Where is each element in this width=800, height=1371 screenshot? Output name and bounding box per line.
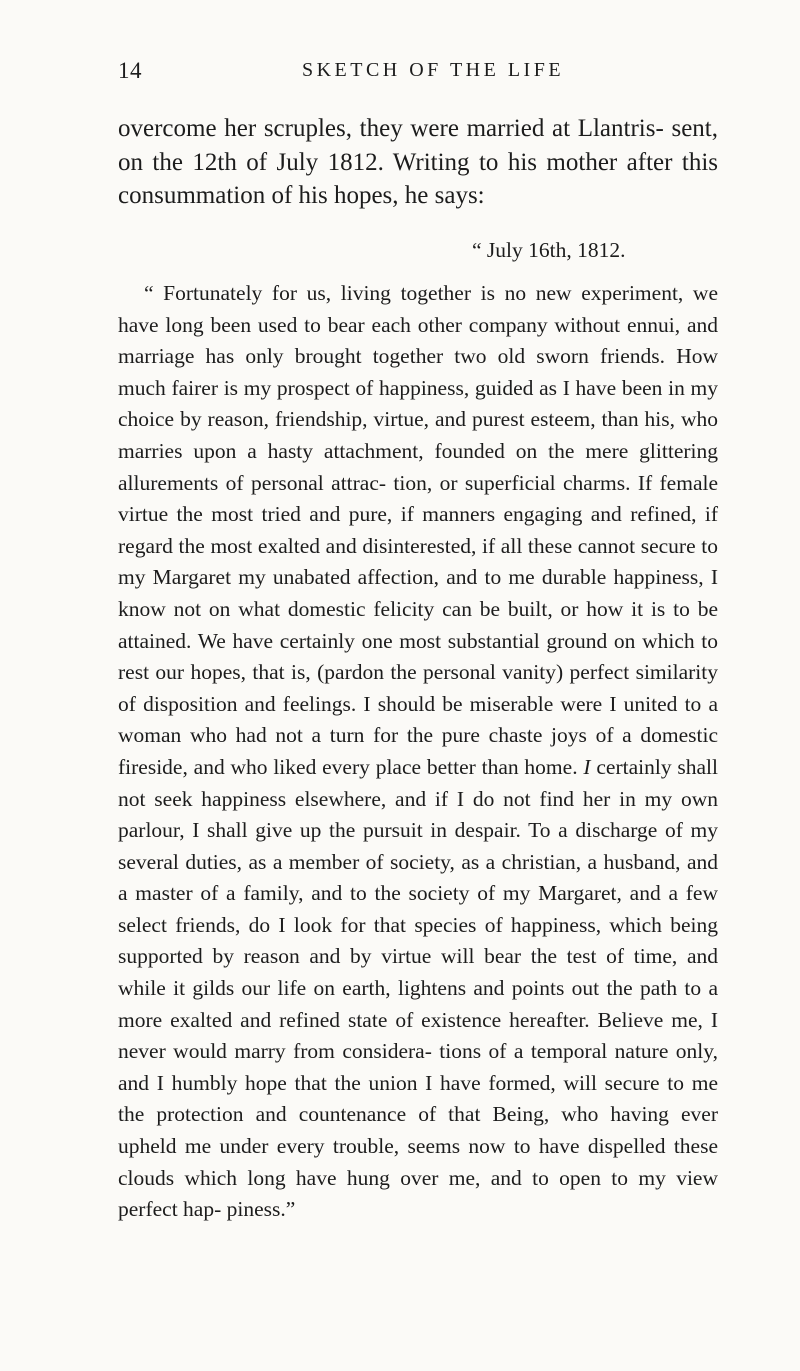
- letter-body: [118, 278, 718, 1226]
- letter-text-part-2: certainly shall not seek happiness elsewhere, and if I do not find her in my own parlour, I shall give up the pursuit in despair. To a discharge of my several duties, as a member of society, as a christian, a husband, and a master of a family, and to the society of my Margaret, and a few select friends, do I look for that species of happiness, which being supported by reason and by virtue will bear the test of time, and while it gilds our life on earth, lightens and points out the path to a more exalted and refined state of existence hereafter. Believe me, I never would marry from considera- tions of a temporal nature only, and I humbly hope that the union I have formed, will secure to me the protection and countenance of that Being, who having ever upheld me under every trouble, seems now to have dispelled these clouds which long have hung over me, and to open to my view perfect hap- piness.”: [118, 754, 718, 1222]
- letter-date: “ July 16th, 1812.: [472, 238, 626, 262]
- page-header: [118, 58, 718, 88]
- running-head: SKETCH OF THE LIFE: [301, 59, 565, 81]
- letter-text-part-1: “ Fortunately for us, living together is no new experiment, we have long been used to bear each other company without ennui, and marriage has only brought together two old sworn friends. How much fairer is my prospect of happiness, guided as I have been in my choice by reason, friendship, virtue, and purest esteem, than his, who marries upon a hasty attachment, founded on the mere glittering allurements of personal attrac- tion, or superficial charms. If female virtue the most tried and pure, if manners engaging and refined, if regard the most exalted and disinterested, if all these cannot secure to my Margaret my unabated affection, and to me durable happiness, I know not on what domestic felicity can be built, or how it is to be attained. We have certainly one most substantial ground on which to rest our hopes, that is, (pardon the personal vanity) perfect similarity of disposition and feelings. I should be miserable were I united to a woman who had not a turn for the pure chaste joys of a domestic fireside, and who liked every place better than home.: [118, 281, 718, 779]
- lead-paragraph: overcome her scruples, they were married at Llantris- sent, on the 12th of July 1812. Writing to his mother after this consummation of his hopes, he says:: [118, 115, 718, 209]
- page-number: 14: [118, 58, 142, 83]
- letter-emphasis: I: [583, 754, 591, 779]
